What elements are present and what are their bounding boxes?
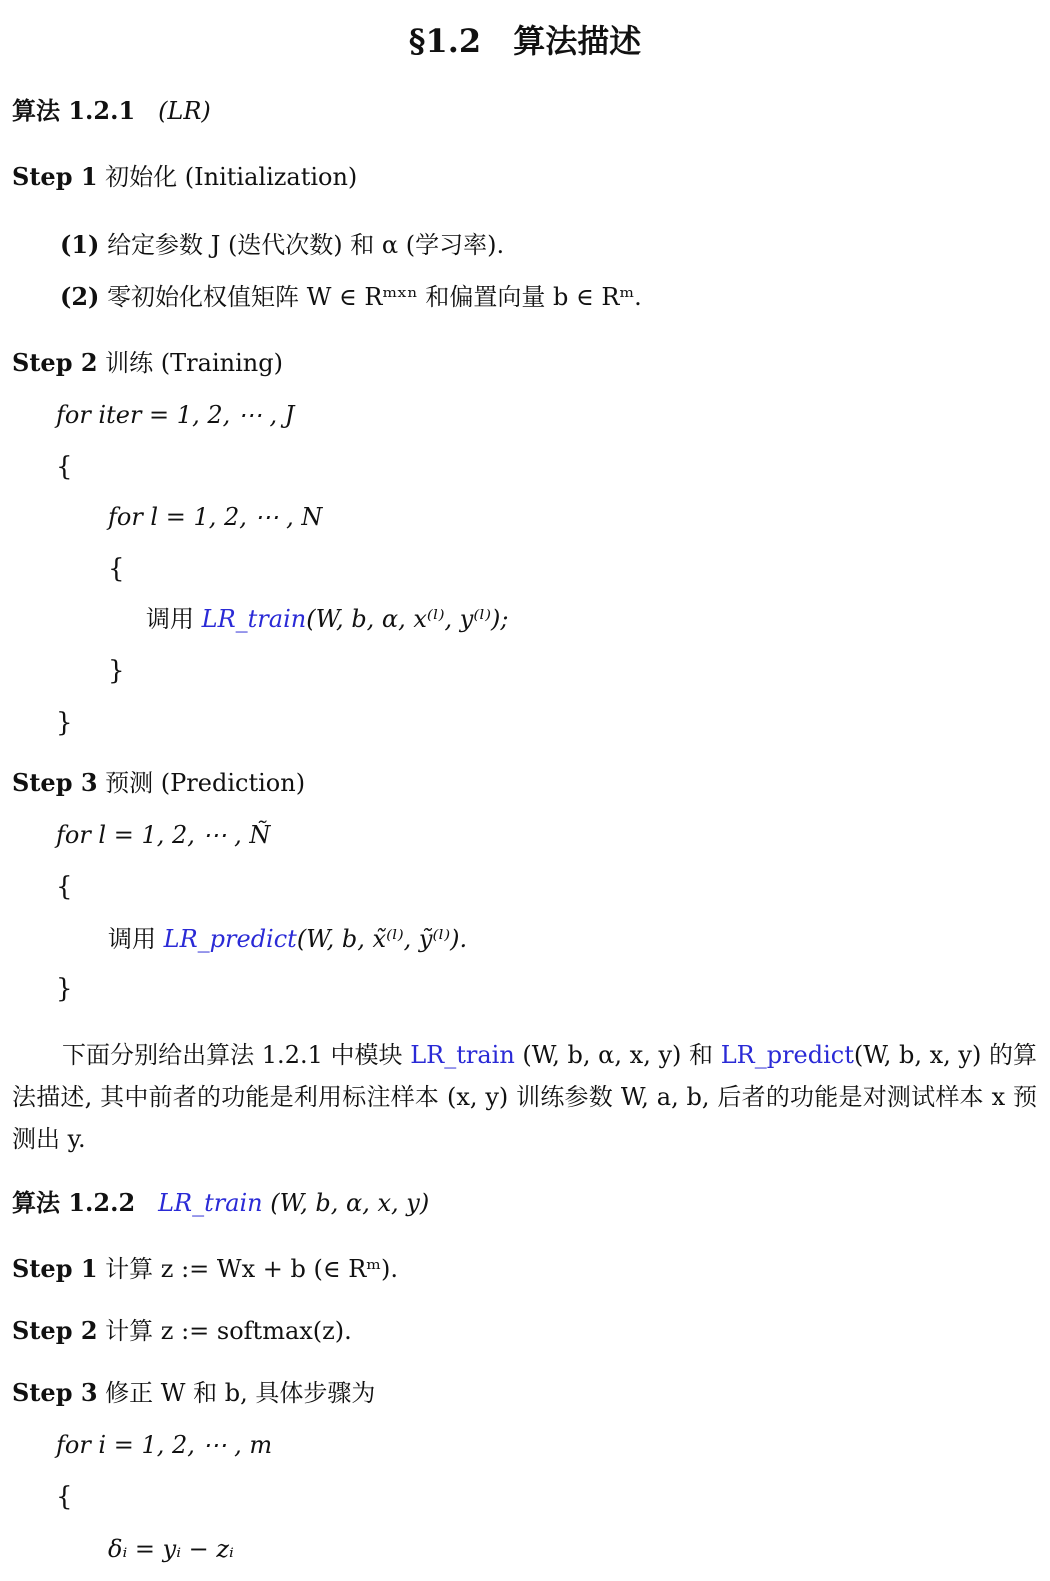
step-label: Step 3 xyxy=(12,768,98,797)
alg1-step1-item2 xyxy=(60,280,642,314)
algorithm-2-header xyxy=(12,1186,429,1220)
step-text: 训练 (Training) xyxy=(105,349,283,377)
lr-train-link[interactable]: LR_train xyxy=(201,605,307,633)
call-train-line xyxy=(146,602,508,636)
alg2-open-brace: { xyxy=(56,1482,73,1512)
outer-open-brace: { xyxy=(56,452,73,482)
call-prefix: 调用 xyxy=(146,605,194,633)
step-label: Step 1 xyxy=(12,162,98,191)
item-number: (1) xyxy=(60,230,100,259)
alg2-for-loop: for i = 1, 2, ⋯ , m xyxy=(56,1431,273,1459)
alg2-step1 xyxy=(12,1252,398,1286)
lr-train-reference-link[interactable]: LR_train xyxy=(410,1041,515,1069)
paragraph-text: (W, b, x, y) 的算法描述, 其中前者的功能是利用标注样本 (x, y) 训练参数 W, a, b, 后者的功能是对测试样本 x 预测出 y. xyxy=(12,1041,1038,1153)
lr-predict-link[interactable]: LR_predict xyxy=(163,925,297,953)
predict-close-brace: } xyxy=(56,974,73,1004)
alg2-step2 xyxy=(12,1314,352,1348)
delta-equation: δᵢ = yᵢ − zᵢ xyxy=(108,1535,234,1563)
algorithm-1-name: (LR) xyxy=(158,97,211,125)
call-train-args: (W, b, α, x⁽ˡ⁾, y⁽ˡ⁾); xyxy=(306,605,509,633)
inner-for-loop: for l = 1, 2, ⋯ , N xyxy=(108,503,323,531)
section-title: §1.2 算法描述 xyxy=(408,22,642,60)
outer-for-loop: for iter = 1, 2, ⋯ , J xyxy=(56,401,295,429)
step-text: 预测 (Prediction) xyxy=(105,769,306,797)
alg1-step3 xyxy=(12,766,305,800)
paragraph-text: (W, b, α, x, y) 和 xyxy=(514,1041,721,1069)
alg1-step2 xyxy=(12,346,283,380)
item-text: 零初始化权值矩阵 W ∈ Rᵐˣⁿ 和偏置向量 b ∈ Rᵐ. xyxy=(107,283,642,311)
alg1-step1-item1 xyxy=(60,228,504,262)
inner-open-brace: { xyxy=(108,554,125,584)
algorithm-2-args: (W, b, α, x, y) xyxy=(270,1189,430,1217)
predict-for-loop: for l = 1, 2, ⋯ , Ñ xyxy=(56,821,271,849)
step-text: 计算 z := softmax(z). xyxy=(105,1317,352,1345)
step-label: Step 2 xyxy=(12,348,98,377)
predict-open-brace: { xyxy=(56,872,73,902)
step-text: 初始化 (Initialization) xyxy=(105,163,358,191)
algorithm-1-label: 算法 1.2.1 xyxy=(12,96,136,125)
inner-close-brace: } xyxy=(108,656,125,686)
call-predict-line xyxy=(108,922,467,956)
step-text: 计算 z := Wx + b (∈ Rᵐ). xyxy=(105,1255,398,1283)
outer-close-brace: } xyxy=(56,708,73,738)
call-predict-args: (W, b, x̃⁽ˡ⁾, ỹ⁽ˡ⁾). xyxy=(296,925,468,953)
item-number: (2) xyxy=(60,282,100,311)
paragraph-text: 下面分别给出算法 1.2.1 中模块 xyxy=(62,1041,411,1069)
algorithm-1-header xyxy=(12,94,211,128)
step-label: Step 1 xyxy=(12,1254,98,1283)
alg1-step1 xyxy=(12,160,357,194)
step-label: Step 2 xyxy=(12,1316,98,1345)
lr-predict-reference-link[interactable]: LR_predict xyxy=(720,1041,854,1069)
description-paragraph xyxy=(12,1034,1037,1160)
step-label: Step 3 xyxy=(12,1378,98,1407)
algorithm-2-fn-link[interactable]: LR_train xyxy=(158,1189,263,1217)
call-prefix: 调用 xyxy=(108,925,156,953)
algorithm-2-label: 算法 1.2.2 xyxy=(12,1188,136,1217)
step-text: 修正 W 和 b, 具体步骤为 xyxy=(105,1379,376,1407)
alg2-step3 xyxy=(12,1376,375,1410)
item-text: 给定参数 J (迭代次数) 和 α (学习率). xyxy=(107,231,505,259)
